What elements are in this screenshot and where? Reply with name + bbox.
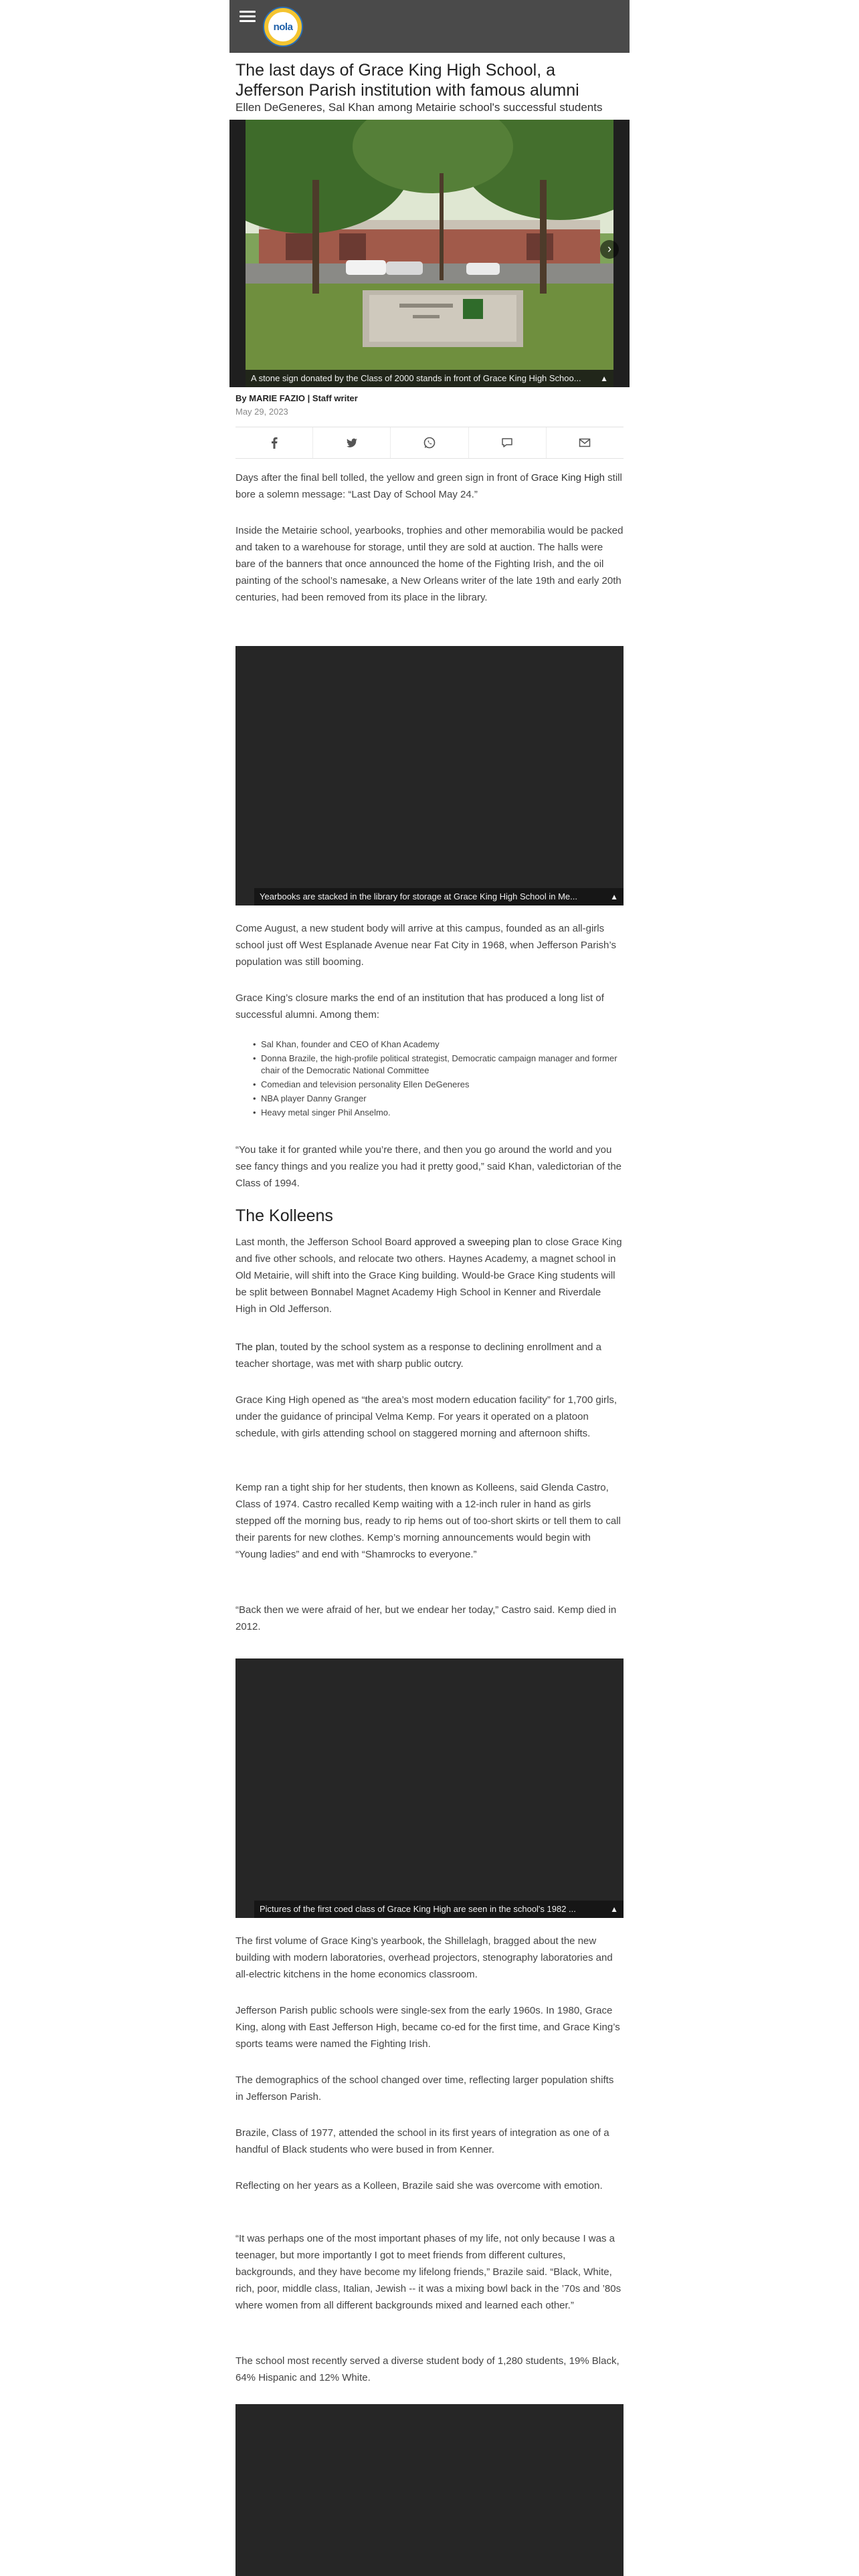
byline-prefix: By [235,393,247,403]
photo-caption-bar [254,1901,624,1918]
paragraph-text: Days after the final bell tolled, the yellow and green sign in front of [235,472,531,484]
paragraph-8: Grace King High opened as “the area’s most modern education facility” for 1,700 girls, under the guidance of principal Velma Kemp. For years it operated on a platoon schedule, with girls attending school on staggered morning and afternoon shifts. [235,1394,617,1439]
article-photo[interactable] [235,2404,624,2576]
hero-photo [246,120,613,387]
grace-king-link[interactable]: Grace King High [531,472,605,484]
byline-separator: | [307,393,310,403]
site-logo[interactable] [263,7,303,47]
paragraph-text: , a New Orleans writer of the late 19th and early 20th centuries, had been removed from its place in the library. [235,575,622,603]
list-item: • Comedian and television personality Ellen DeGeneres [261,1079,622,1091]
author-name[interactable]: MARIE FAZIO [249,393,306,403]
email-icon [578,436,591,449]
paragraph-3: Come August, a new student body will arrive at this campus, founded as an all-girls school just off West Esplanade Avenue near Fat City in 1968, when Jefferson Parish’s population was still booming. [235,923,616,968]
article-column [229,0,630,2576]
facebook-share-button[interactable] [235,427,313,458]
caption-expand-icon[interactable]: ▲ [600,374,608,383]
school-board-plan-link[interactable]: approved a sweeping plan [414,1237,532,1248]
whatsapp-icon [423,436,436,449]
author-role: Staff writer [312,393,358,403]
paragraph-text: Last month, the Jefferson School Board [235,1237,415,1248]
twitter-icon [345,436,359,449]
article-headline: The last days of Grace King High School, a Jefferson Parish institution with famous alumni [235,61,579,100]
whatsapp-share-button[interactable] [391,427,468,458]
coed-class-photo[interactable] [235,1658,624,1918]
paragraph-16: “It was perhaps one of the most important phases of my life, not only because I was a teenager, but more importantly I got to meet friends from different cultures, backgrounds, and they have become my lifelong friends,” Brazile said. “Black, White, rich, poor, middle class, Italian, Jewish -- it was a mixing bowl back in the ’70s and ’80s where women from all different backgrounds mixed and learned each other.” [235,2233,622,2311]
hero-caption-bar [246,370,613,387]
namesake-link[interactable]: namesake [340,575,387,586]
byline [235,393,358,403]
list-item: • Sal Khan, founder and CEO of Khan Academy [261,1039,622,1051]
email-share-button[interactable] [547,427,624,458]
paragraph-text: Inside the Metairie school, yearbooks, trophies and other memorabilia would be packed and taken to a warehouse for storage, until they are sold at auction. The halls were bare of the banners that once announced the home of the Fighting Irish, and the oil painting of the school’s [235,525,624,586]
facebook-icon [268,436,281,449]
paragraph-15: Reflecting on her years as a Kolleen, Brazile said she was overcome with emotion. [235,2180,603,2191]
list-item: • Heavy metal singer Phil Anselmo. [261,1107,622,1119]
comment-icon [500,436,514,449]
paragraph-2 [235,522,624,606]
paragraph-17: The school most recently served a diverse student body of 1,280 students, 19% Black, 64% Hispanic and 12% White. [235,2355,619,2383]
photo-caption: Yearbooks are stacked in the library for storage at Grace King High School in Me... [260,891,577,901]
list-item: • Donna Brazile, the high-profile political strategist, Democratic campaign manager and former chair of the Democratic National Committee [261,1053,622,1077]
paragraph-13: The demographics of the school changed over time, reflecting larger population shifts in Jefferson Parish. [235,2074,614,2103]
publish-date: May 29, 2023 [235,407,288,417]
paragraph-1 [235,469,624,503]
list-item: • NBA player Danny Granger [261,1093,622,1105]
hero-image-gallery[interactable] [229,120,630,387]
caption-expand-icon[interactable]: ▲ [610,892,618,901]
photo-caption: Pictures of the first coed class of Grace King High are seen in the school's 1982 ... [260,1904,576,1914]
twitter-share-button[interactable] [313,427,391,458]
paragraph-text: , touted by the school system as a response to declining enrollment and a teacher shortage, was met with sharp public outcry. [235,1341,601,1370]
paragraph-6 [235,1234,624,1317]
top-navigation-bar [229,0,630,53]
caption-expand-icon[interactable]: ▲ [610,1905,618,1914]
hamburger-menu-icon[interactable] [240,11,256,23]
paragraph-text: to close Grace King and five other schools, and relocate two others. Haynes Academy, a magnet school in Old Metairie, will shift into the Grace King building. Would-be Grace King students will be split between Bonnabel Magnet Academy High School in Kenner and Riverdale High in Old Jefferson. [235,1237,622,1315]
alumni-list [261,1039,622,1121]
yearbooks-photo[interactable] [235,646,624,905]
paragraph-4: Grace King’s closure marks the end of an institution that has produced a long list of successful alumni. Among them: [235,992,604,1021]
paragraph-5: “You take it for granted while you’re there, and then you go around the world and you see fancy things and you realize you had it pretty good,” said Khan, valedictorian of the Class of 1994. [235,1144,622,1189]
share-toolbar [235,427,624,459]
photo-caption-bar [254,888,624,905]
paragraph-11: The first volume of Grace King’s yearbook, the Shillelagh, bragged about the new building with modern laboratories, overhead projectors, stenography laboratories and all-electric kitchens in the home economics classroom. [235,1935,613,1980]
paragraph-7 [235,1339,624,1372]
article-subhead: Ellen DeGeneres, Sal Khan among Metairie school's successful students [235,101,603,114]
logo-text: nola [268,12,298,41]
the-plan-link[interactable]: The plan [235,1341,275,1353]
paragraph-9: Kemp ran a tight ship for her students, then known as Kolleens, said Glenda Castro, Class of 1974. Castro recalled Kemp waiting with a 12-inch ruler in hand as girls stepped off the morning bus, ready to rip hems out of too-short skirts or tell them to call their parents for new clothes. Kemp’s morning announcements would begin with “Young ladies” and end with “Shamrocks to everyone.” [235,1482,621,1560]
paragraph-12: Jefferson Parish public schools were single-sex from the early 1960s. In 1980, Grace King, along with East Jefferson High, became co-ed for the first time, and Grace King’s sports teams were named the Fighting Irish. [235,2005,620,2050]
comment-button[interactable] [469,427,547,458]
paragraph-text: still bore a solemn message: “Last Day of School May 24.” [235,472,622,500]
section-heading: The Kolleens [235,1206,333,1225]
paragraph-10: “Back then we were afraid of her, but we endear her today,” Castro said. Kemp died in 2012. [235,1604,617,1632]
paragraph-14: Brazile, Class of 1977, attended the school in its first years of integration as one of a handful of Black students who were bused in from Kenner. [235,2127,609,2155]
gallery-next-arrow-icon[interactable]: › [600,240,619,259]
hero-caption: A stone sign donated by the Class of 2000 stands in front of Grace King High Schoo... [251,373,581,383]
